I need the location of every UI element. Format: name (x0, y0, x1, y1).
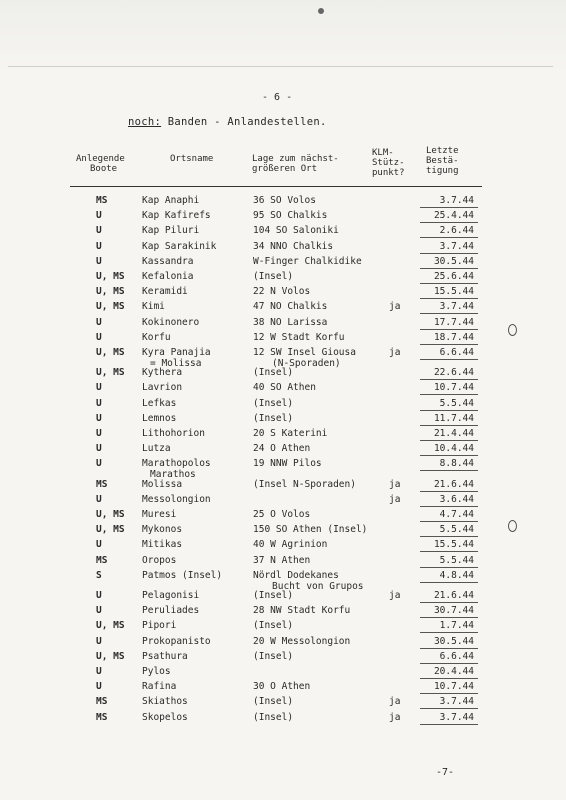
cell-ortsname: Kythera (142, 367, 183, 379)
cell-bestaetigung: 3.7.44 (439, 301, 474, 313)
ink-spot (318, 8, 324, 14)
document-heading (128, 116, 327, 128)
table-row (0, 317, 566, 331)
date-underline (420, 491, 478, 492)
table-row (0, 605, 566, 619)
date-underline (420, 298, 478, 299)
cell-ortsname: Kefalonia (142, 271, 194, 282)
cell-lage: (Insel) (253, 711, 294, 723)
table-row (0, 524, 566, 538)
cell-bestaetigung: 10.7.44 (433, 681, 474, 693)
table-row (0, 651, 566, 665)
date-underline (420, 344, 478, 345)
cell-lage: 38 NO Larissa (253, 316, 328, 328)
cell-lage: 40 SO Athen (253, 382, 316, 394)
date-underline (420, 329, 478, 330)
cell-boote: U (96, 316, 102, 328)
cell-ortsname: Kimi (142, 301, 165, 313)
cell-bestaetigung: 5.5.44 (439, 554, 474, 566)
cell-lage: (Insel) (253, 590, 294, 601)
heading-title: Banden - Anlandestellen. (167, 116, 327, 128)
cell-lage: (Insel) (253, 397, 294, 409)
date-underline (420, 283, 478, 284)
header-rule (70, 186, 482, 187)
date-underline (420, 410, 478, 411)
cell-bestaetigung: 17.7.44 (433, 316, 474, 328)
cell-ortsname: Peruliades (142, 605, 200, 617)
cell-ortsname: Prokopanisto (142, 635, 211, 647)
page-number-bottom: -7- (436, 767, 455, 778)
cell-lage: Nördl Dodekanes (253, 569, 339, 581)
paper-fold-area (0, 0, 566, 72)
cell-lage: 19 NNW Pilos (253, 458, 322, 470)
table-row (0, 569, 566, 592)
cell-ortsname: Kap Anaphi (142, 195, 200, 206)
date-underline (420, 455, 478, 456)
cell-boote: U, MS (96, 524, 125, 536)
cell-lage: 24 O Athen (253, 443, 311, 455)
cell-boote: U (96, 382, 102, 394)
cell-boote: U (96, 331, 102, 343)
table-row (0, 413, 566, 427)
page-number-top: - 6 - (262, 92, 293, 103)
table-row (0, 195, 566, 209)
cell-boote: U, MS (96, 367, 125, 379)
date-underline (420, 425, 478, 426)
cell-stuetzpunkt: ja (389, 478, 401, 490)
cell-stuetzpunkt: ja (389, 696, 401, 708)
cell-ortsname: Patmos (Insel) (142, 569, 223, 581)
date-underline (420, 708, 478, 709)
cell-lage: 20 S Katerini (253, 428, 328, 439)
date-underline (420, 724, 478, 725)
date-underline (420, 617, 478, 618)
cell-boote: U (96, 428, 102, 439)
date-underline (420, 359, 478, 360)
table-row (0, 458, 566, 481)
cell-bestaetigung: 30.7.44 (433, 605, 474, 617)
date-underline (420, 632, 478, 633)
cell-boote: U, MS (96, 271, 125, 282)
cell-ortsname: Psathura (142, 650, 188, 662)
cell-ortsname: Skiathos (142, 696, 188, 708)
column-header-boote: Anlegende Boote (76, 154, 125, 174)
table-row (0, 479, 566, 493)
cell-lage-line2: Bucht von Grupos (272, 580, 364, 592)
cell-lage: (Insel) (253, 650, 294, 662)
table-row (0, 382, 566, 396)
cell-boote: U (96, 539, 102, 551)
cell-boote: U (96, 635, 102, 647)
date-underline (420, 222, 478, 223)
cell-bestaetigung: 1.7.44 (439, 620, 474, 632)
cell-bestaetigung: 30.5.44 (433, 635, 474, 647)
cell-bestaetigung: 4.7.44 (439, 509, 474, 520)
cell-boote: MS (96, 554, 108, 566)
cell-bestaetigung: 5.5.44 (439, 524, 474, 536)
cell-lage: 47 NO Chalkis (253, 301, 328, 313)
table-row (0, 666, 566, 680)
cell-bestaetigung: 22.6.44 (433, 367, 474, 379)
cell-ortsname: Kokinonero (142, 316, 200, 328)
date-underline (420, 693, 478, 694)
cell-lage: (Insel) (253, 367, 294, 379)
cell-ortsname: Lemnos (142, 412, 177, 424)
cell-bestaetigung: 5.5.44 (439, 397, 474, 409)
cell-lage: 28 NW Stadt Korfu (253, 605, 351, 617)
heading-prefix: noch: (128, 116, 162, 128)
column-header-bestaetigung: Letzte Bestä- tigung (426, 146, 459, 176)
date-underline (420, 663, 478, 664)
table-row (0, 241, 566, 255)
cell-ortsname: Kap Piluri (142, 225, 200, 237)
column-header-ortsname: Ortsname (170, 154, 214, 164)
cell-bestaetigung: 21.6.44 (433, 590, 474, 601)
cell-ortsname: Kap Sarakinik (142, 240, 217, 252)
cell-ortsname: Rafina (142, 681, 177, 693)
date-underline (420, 394, 478, 395)
table-row (0, 555, 566, 569)
cell-boote: U, MS (96, 347, 125, 358)
cell-boote: U (96, 443, 102, 455)
date-underline (420, 678, 478, 679)
cell-boote: U (96, 605, 102, 617)
table-row (0, 443, 566, 457)
cell-ortsname: Kassandra (142, 255, 194, 267)
table-row (0, 590, 566, 604)
cell-boote: U (96, 225, 102, 237)
cell-bestaetigung: 3.7.44 (439, 696, 474, 708)
cell-boote: S (96, 569, 102, 581)
cell-ortsname: Messolongion (142, 493, 211, 505)
cell-lage: 104 SO Saloniki (253, 225, 339, 237)
cell-lage: 30 O Athen (253, 681, 311, 693)
cell-ortsname: Pipori (142, 620, 177, 632)
date-underline (420, 253, 478, 254)
cell-boote: MS (96, 195, 108, 206)
cell-boote: MS (96, 478, 108, 490)
cell-lage: 12 W Stadt Korfu (253, 331, 345, 343)
table-row (0, 301, 566, 315)
date-underline (420, 313, 478, 314)
cell-ortsname: Pelagonisi (142, 590, 200, 601)
cell-bestaetigung: 3.7.44 (439, 240, 474, 252)
cell-bestaetigung: 6.6.44 (439, 347, 474, 358)
cell-bestaetigung: 21.4.44 (433, 428, 474, 439)
cell-bestaetigung: 30.5.44 (433, 255, 474, 267)
cell-lage: 22 N Volos (253, 286, 311, 298)
date-underline (420, 470, 478, 471)
cell-ortsname: Lefkas (142, 397, 177, 409)
cell-bestaetigung: 3.7.44 (439, 711, 474, 723)
cell-bestaetigung: 2.6.44 (439, 225, 474, 237)
table-row (0, 428, 566, 442)
cell-boote: U (96, 666, 102, 677)
cell-ortsname: Mitikas (142, 539, 183, 551)
cell-bestaetigung: 25.4.44 (433, 210, 474, 222)
table-row (0, 225, 566, 239)
cell-bestaetigung: 4.8.44 (439, 569, 474, 581)
cell-bestaetigung: 15.5.44 (433, 539, 474, 551)
cell-lage: 34 NNO Chalkis (253, 240, 334, 252)
cell-lage: 12 SW Insel Giousa (253, 347, 356, 358)
cell-boote: U (96, 210, 102, 222)
cell-lage: (Insel) (253, 620, 294, 632)
cell-stuetzpunkt: ja (389, 347, 401, 358)
cell-lage: (Insel) (253, 412, 294, 424)
cell-boote: U (96, 255, 102, 267)
date-underline (420, 567, 478, 568)
cell-boote: U (96, 458, 102, 470)
cell-stuetzpunkt: ja (389, 301, 401, 313)
column-header-lage: Lage zum nächst- größeren Ort (252, 154, 339, 174)
cell-boote: U (96, 412, 102, 424)
cell-bestaetigung: 11.7.44 (433, 412, 474, 424)
date-underline (420, 379, 478, 380)
table-row (0, 620, 566, 634)
table-row (0, 712, 566, 726)
cell-stuetzpunkt: ja (389, 493, 401, 505)
cell-bestaetigung: 10.4.44 (433, 443, 474, 455)
cell-bestaetigung: 15.5.44 (433, 286, 474, 298)
table-row (0, 681, 566, 695)
cell-boote: U (96, 493, 102, 505)
cell-ortsname: Marathopolos (142, 458, 211, 470)
cell-lage: 37 N Athen (253, 554, 311, 566)
cell-lage: (Insel) (253, 271, 294, 282)
cell-boote: MS (96, 696, 108, 708)
column-header-stuetzpunkt: KLM- Stütz- punkt? (372, 148, 405, 178)
cell-stuetzpunkt: ja (389, 590, 401, 601)
date-underline (420, 602, 478, 603)
fold-line (8, 66, 553, 67)
cell-ortsname: Pylos (142, 666, 171, 677)
date-underline (420, 551, 478, 552)
cell-lage: 40 W Agrinion (253, 539, 328, 551)
cell-stuetzpunkt: ja (389, 711, 401, 723)
cell-ortsname: Oropos (142, 554, 177, 566)
cell-ortsname-line2: Marathos (150, 469, 196, 481)
cell-boote: U (96, 397, 102, 409)
cell-ortsname: Skopelos (142, 711, 188, 723)
cell-bestaetigung: 21.6.44 (433, 478, 474, 490)
cell-lage: 36 SO Volos (253, 195, 316, 206)
cell-bestaetigung: 3.6.44 (439, 493, 474, 505)
cell-bestaetigung: 25.6.44 (433, 271, 474, 282)
cell-ortsname: Lutza (142, 443, 171, 455)
cell-ortsname: Keramidi (142, 286, 188, 298)
cell-ortsname: Korfu (142, 331, 171, 343)
cell-boote: U (96, 590, 102, 601)
date-underline (420, 536, 478, 537)
cell-ortsname: Lavrion (142, 382, 183, 394)
date-underline (420, 207, 478, 208)
table-row (0, 696, 566, 710)
table-row (0, 347, 566, 369)
cell-boote: U, MS (96, 301, 125, 313)
table-row (0, 256, 566, 270)
cell-bestaetigung: 20.4.44 (433, 666, 474, 677)
table-row (0, 367, 566, 381)
table-row (0, 210, 566, 224)
cell-bestaetigung: 6.6.44 (439, 650, 474, 662)
table-row (0, 636, 566, 650)
table-row (0, 332, 566, 346)
table-row (0, 494, 566, 508)
cell-lage-line2: (N-Sporaden) (272, 358, 341, 369)
table-row (0, 286, 566, 300)
table-row (0, 271, 566, 285)
cell-boote: U (96, 681, 102, 693)
cell-ortsname-line2: = Molissa (150, 358, 202, 369)
cell-boote: U, MS (96, 620, 125, 632)
cell-ortsname: Kyra Panajia (142, 347, 211, 358)
date-underline (420, 506, 478, 507)
date-underline (420, 648, 478, 649)
cell-bestaetigung: 18.7.44 (433, 331, 474, 343)
date-underline (420, 268, 478, 269)
date-underline (420, 440, 478, 441)
cell-ortsname: Muresi (142, 509, 177, 520)
date-underline (420, 582, 478, 583)
cell-bestaetigung: 3.7.44 (439, 195, 474, 206)
cell-ortsname: Molissa (142, 478, 183, 490)
cell-lage: (Insel N-Sporaden) (253, 478, 356, 490)
cell-boote: U, MS (96, 286, 125, 298)
cell-lage: 25 O Volos (253, 509, 311, 520)
cell-lage: (Insel) (253, 696, 294, 708)
cell-boote: MS (96, 711, 108, 723)
cell-boote: U, MS (96, 509, 125, 520)
cell-lage: W-Finger Chalkidike (253, 255, 362, 267)
table-row (0, 398, 566, 412)
cell-boote: U, MS (96, 650, 125, 662)
cell-lage: 95 SO Chalkis (253, 210, 328, 222)
date-underline (420, 237, 478, 238)
cell-bestaetigung: 8.8.44 (439, 458, 474, 470)
cell-ortsname: Mykonos (142, 524, 183, 536)
table-row (0, 539, 566, 553)
cell-ortsname: Lithohorion (142, 428, 205, 439)
cell-boote: U (96, 240, 102, 252)
cell-lage: 20 W Messolongion (253, 635, 351, 647)
date-underline (420, 521, 478, 522)
cell-lage: 150 SO Athen (Insel) (253, 524, 368, 536)
cell-bestaetigung: 10.7.44 (433, 382, 474, 394)
table-row (0, 509, 566, 523)
cell-ortsname: Kap Kafirefs (142, 210, 211, 222)
